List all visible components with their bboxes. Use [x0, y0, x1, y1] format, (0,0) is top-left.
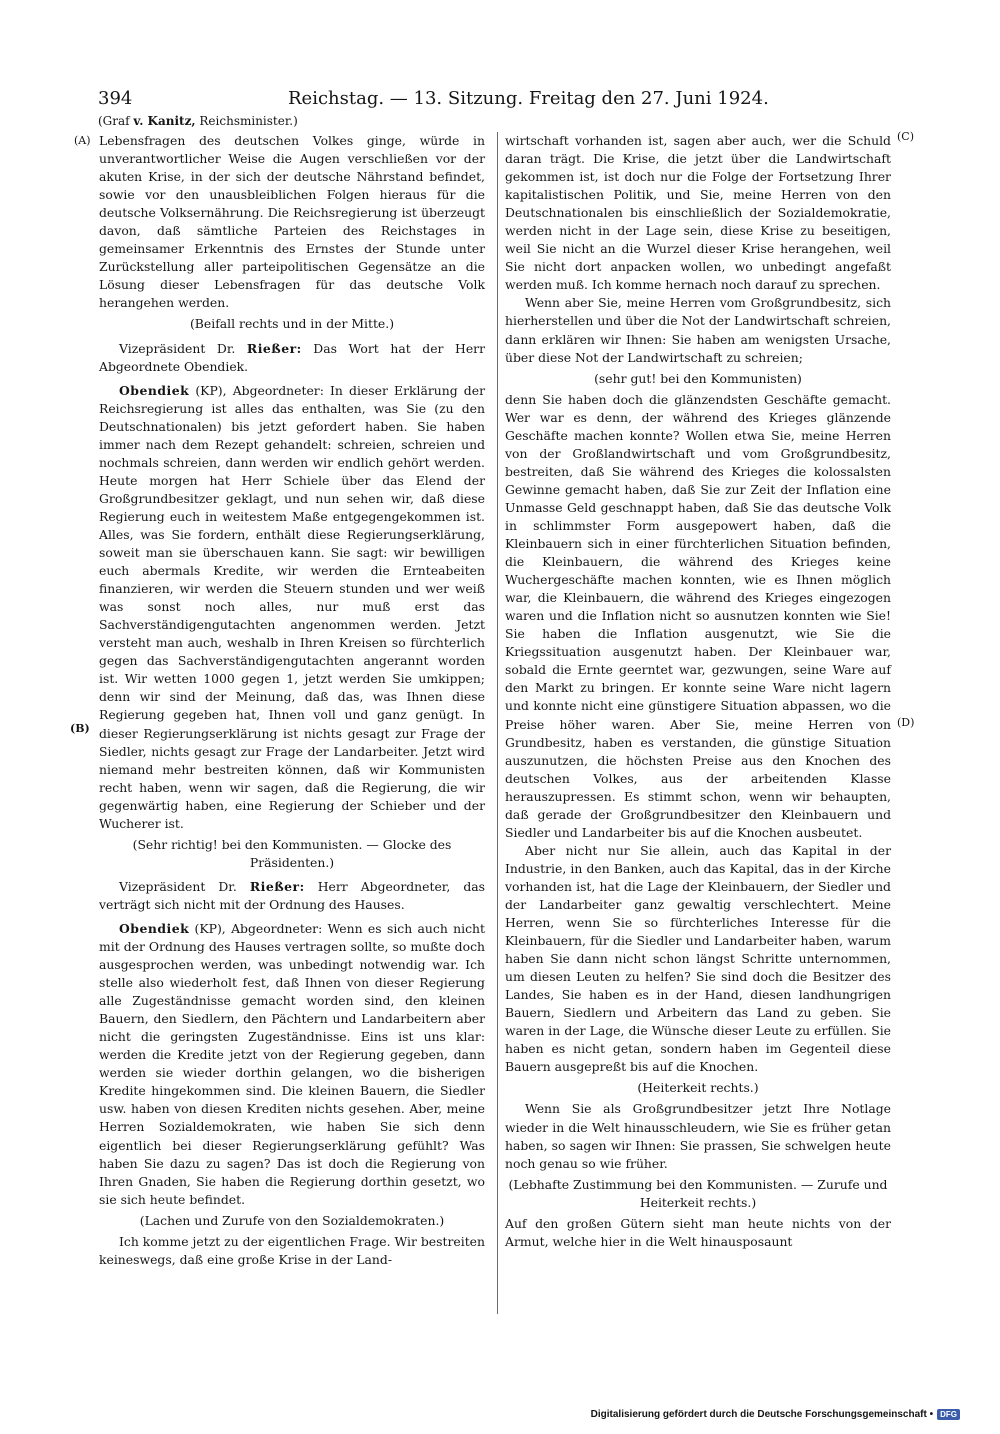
- left-paragraph-5-text: (KP), Abgeordneter: Wenn es sich auch nicht mit der Ordnung des Hauses vertragen sollte, so mußte doch ausgesprochen werden, was unbedingt notwendig war. Ich stelle also wiederholt fest, daß Ihnen von dieser Regierung alle Zugeständnisse gemacht worden sind, den kleinen Bauern, den Siedlern, den Pächtern und Landarbeitern aber nicht die geringsten Zugeständnisse. Eins ist uns klar: werden die Kredite jetzt von der Regierung gegeben, dann werden sie wieder dorthin gelangen, wo die bisherigen Kredite hingekommen sind. Die kleinen Bauern, die Siedler usw. haben von diesen Krediten nichts gesehen. Aber, meine Herren Sozialdemokraten, wie haben Sie sich denn eigentlich bei dieser Regierungserklärung gefühlt? Was haben Sie dazu zu sagen? Das ist doch die Regierung von Ihren Gnaden, Sie haben die Regierung dorthin gesetzt, wo sie sich heute befindet.: [99, 920, 485, 1207]
- left-interjection-1: (Beifall rechts und in der Mitte.): [189, 316, 395, 332]
- margin-marker-b: (B): [70, 722, 90, 735]
- right-interjection-3: (Lebhafte Zustimmung bei den Kommunisten. — Zurufe und Heiterkeit rechts.): [508, 1176, 888, 1210]
- speaker-name-obendiek-2: Obendiek: [119, 920, 190, 936]
- speaker-tag-open: (Graf: [98, 114, 134, 128]
- margin-marker-d: (D): [897, 716, 915, 729]
- footer-credit: Digitalisierung gefördert durch die Deutsche Forschungsgemeinschaft •: [590, 1409, 934, 1420]
- speaker-name-obendiek: Obendiek: [119, 382, 190, 398]
- speaker-tag-name: v. Kanitz,: [133, 114, 196, 128]
- left-paragraph-6: Ich komme jetzt zu der eigentlichen Frage. Wir bestreiten keineswegs, daß eine große Krise in der Land-: [99, 1233, 485, 1267]
- left-column: [99, 132, 485, 1269]
- left-paragraph-4: [99, 878, 485, 914]
- right-paragraph-3: denn Sie haben doch die glänzendsten Geschäfte gemacht. Wer war es denn, der während des Krieges glänzende Geschäfte machen konnte? Wollen etwa Sie, meine Herren von der Großlandwirtschaft und vom Großgrundbesitz, bestreiten, daß Sie während des Krieges die kolossalsten Gewinne gemacht haben, daß Sie zur Zeit der Inflation eine Unmasse Geld geschnappt haben, daß Sie das deutsche Volk in schlimmster Form ausgepowert haben, daß die Kleinbauern sich in einer fürchterlichen Situation befinden, die Kleinbauern, die während des Krieges keine Wuchergeschäfte machen konnten, wie es Ihnen möglich war, die Kleinbauern, die während des Krieges eingezogen waren und die Inflation nicht so ausnutzen konnten wie Sie! Sie haben die Inflation ausgenutzt, wie Sie die Kriegssituation ausgenutzt haben. Der Kleinbauer war, sobald die Ernte geerntet war, gezwungen, seine Ware auf den Markt zu bringen. Er konnte seine Ware nicht lagern und konnte nicht eine günstigere Situation abpassen, wo die Preise höher waren. Aber Sie, meine Herren von Grundbesitz, haben es verstanden, die günstige Situation auszunutzen, die höchsten Preise aus den Knochen des deutschen Volkes, aus der arbeitenden Klasse herauszupressen. Es stimmt schon, wenn wir behaupten, daß gerade der Großgrundbesitzer den Kleinbauern und Siedler und Landarbeiter bis auf die Knochen ausbeutet.: [505, 391, 891, 840]
- left-interjection-3: (Lachen und Zurufe von den Sozialdemokraten.): [139, 1212, 445, 1228]
- dfg-logo: DFG: [937, 1409, 960, 1420]
- left-paragraph-5: [99, 920, 485, 1209]
- page-header: [98, 86, 898, 112]
- margin-marker-a: (A): [74, 134, 91, 147]
- column-divider: [497, 132, 498, 1314]
- left-paragraph-3-text: (KP), Abgeordneter: In dieser Erklärung der Reichsregierung ist alles das enthalten, was Sie (zu den Deutschnationalen) bis jetzt gefordert haben. Sie haben immer nach dem Rezept gehandelt: schreien, schreien und nochmals schreien, dann werden wir endlich gehört werden. Heute morgen hat Herr Schiele über das Elend der Großgrundbesitzer geklagt, und nun sehen wir, daß diese Regierung euch in weitestem Maße entgegengekommen ist. Alles, was Sie fordern, enthält diese Regierungserklärung, soweit man sie überschauen kann. Sie sagt: wir bewilligen euch abermals Kredite, wir werden die Ernteabeiten finanzieren, wir werden die Steuern stunden und wer weiß was sonst noch alles, nur muß erst das Sachverständigengutachten angenommen werden. Jetzt versteht man auch, weshalb in Ihren Kreisen so fürchterlich gegen das Sachverständigengutachten angerannt worden ist. Wir wetten 1000 gegen 1, jetzt werden Sie umkippen; denn wir sind der Meinung, daß das, was Ihnen diese Regierung gegeben hat, Ihnen voll und ganz genügt. In dieser Regierungserklärung ist nichts gesagt zur Frage der Siedler, nichts gesagt zur Frage der Landarbeiter. Jetzt wird niemand mehr bestreiten können, daß wir Kommunisten recht haben, wenn wir sagen, daß die Regierung, die wir gegenwärtig haben, eine Regierung der Schieber und der Wucherer ist.: [99, 382, 485, 831]
- left-interjection-2: (Sehr richtig! bei den Kommunisten. — Glocke des Präsidenten.): [132, 836, 452, 870]
- left-paragraph-4-text: Herr Abgeordneter, das verträgt sich nicht mit der Ordnung des Hauses.: [99, 878, 486, 912]
- vice-president-label: Vizepräsident Dr.: [119, 340, 247, 356]
- right-interjection-2: (Heiterkeit rechts.): [637, 1080, 759, 1096]
- left-paragraph-3: [99, 382, 485, 833]
- right-paragraph-5: Wenn Sie als Großgrundbesitzer jetzt Ihre Notlage wieder in die Welt hinausschleudern, wie Sie es früher getan haben, so sagen wir Ihnen: Sie prassen, Sie schwelgen heute noch genau so wie früher.: [505, 1101, 891, 1171]
- right-interjection-1: (sehr gut! bei den Kommunisten): [594, 370, 802, 386]
- right-paragraph-2: Wenn aber Sie, meine Herren vom Großgrundbesitz, sich hierherstellen und über die Not der Landwirtschaft schreien, dann erklären wir Ihnen: Sie haben am wenigsten Ursache, über diese Not der Landwirtschaft zu schreien;: [505, 295, 891, 365]
- left-paragraph-2-text: Das Wort hat der Herr Abgeordnete Obendiek.: [99, 340, 486, 374]
- digitization-footer: [591, 1409, 960, 1420]
- speaker-name-riesser: Rießer:: [246, 340, 302, 356]
- right-column: [505, 132, 891, 1251]
- page-number: 394: [98, 88, 133, 109]
- speaker-tag-role: Reichsminister.): [195, 114, 298, 128]
- running-title: Reichstag. — 13. Sitzung. Freitag den 27. Juni 1924.: [288, 88, 769, 109]
- right-paragraph-4: Aber nicht nur Sie allein, auch das Kapital in der Industrie, in den Banken, auch das Kapital, das in der Kirche vorhanden ist, hat die Lage der Kleinbauern, der Siedler und der Landarbeiter ganz gewaltig verschlechtert. Meine Herren, wenn Sie so fürchterliches Interesse für die Kleinbauern, für die Siedler und Landarbeiter haben, warum haben Sie dann nicht schon längst Schritte unternommen, um diesen Leuten zu helfen? Sie sind doch die Besitzer des Landes, Sie haben es in der Hand, diesen landhungrigen Bauern, Siedlern und Arbeitern das Land zu geben. Sie waren in der Lage, die Wünsche dieser Leute zu erfüllen. Sie haben es nicht getan, sondern haben im Gegenteil diese Bauern ausgepreßt bis auf die Knochen.: [505, 842, 891, 1075]
- right-paragraph-1: wirtschaft vorhanden ist, sagen aber auch, wer die Schuld daran trägt. Die Krise, die jetzt über die Landwirtschaft gekommen ist, ist doch nur die Folge der Fortsetzung Ihrer kapitalistischen Politik, und Sie, meine Herren von den Deutschnationalen bis einschließlich der Sozialdemokratie, werden nicht in der Lage sein, diese Krise zu beseitigen, weil Sie nicht an die Wurzel dieser Krise herangehen, weil Sie nicht dort anpacken wollen, wo unbedingt angefaßt werden muß. Ich komme hernach noch darauf zu sprechen.: [505, 133, 891, 293]
- margin-marker-c: (C): [897, 130, 914, 143]
- vice-president-label-2: Vizepräsident Dr.: [119, 878, 250, 894]
- left-paragraph-2: [99, 340, 485, 376]
- left-paragraph-1: Lebensfragen des deutschen Volkes ginge, würde in unverantwortlicher Weise die Augen verschließen vor der akuten Krise, in der sich der deutsche Nährstand befindet, sowie vor den unausbleiblichen Folgen hieraus für die deutsche Volksernährung. Die Reichsregierung ist überzeugt davon, daß sämtliche Parteien des Reichstages in gemeinsamer Erkenntnis des Ernstes der Stunde unter Zurückstellung aller parteipolitischen Gegensätze an die Lösung dieser Lebensfragen für das deutsche Volk herangehen werden.: [99, 133, 485, 311]
- speaker-name-riesser-2: Rießer:: [249, 878, 305, 894]
- right-paragraph-6: Auf den großen Gütern sieht man heute nichts von der Armut, welche hier in die Welt hinausposaunt: [505, 1215, 891, 1249]
- continued-speaker-tag: [98, 112, 298, 130]
